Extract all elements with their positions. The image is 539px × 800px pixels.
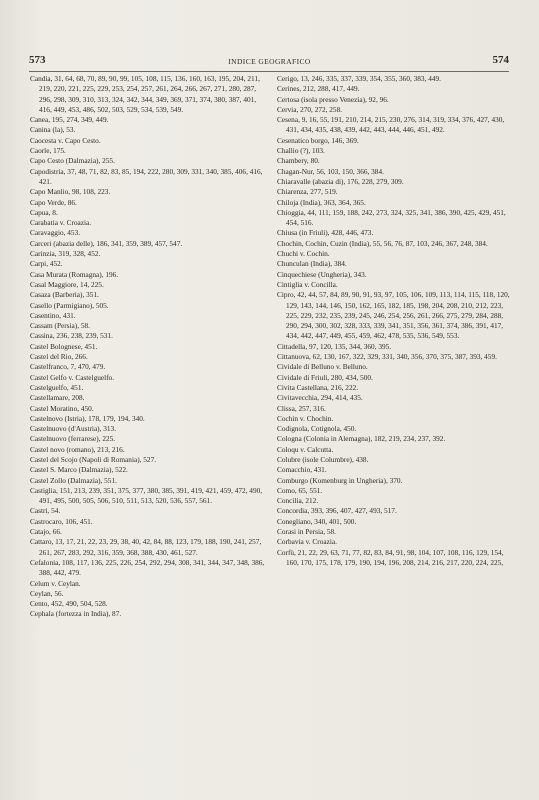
index-entry: Como, 65, 551.: [277, 485, 323, 495]
index-entry: Chioggia, 44, 111, 159, 188, 242, 273, 324, 325, 341, 386, 390, 425, 429, 451, 454, 516.: [277, 207, 506, 228]
index-entry: Chagan-Nur, 56, 103, 150, 366, 384.: [277, 166, 384, 176]
index-entry: Castelfranco, 7, 470, 479.: [30, 362, 106, 372]
index-entry: Capo Cesto (Dalmazia), 255.: [30, 156, 115, 166]
index-entry: Capo Verde, 86.: [30, 197, 77, 207]
index-entry: Carceri (abazia delle), 186, 341, 359, 389, 457, 547.: [30, 238, 183, 248]
index-entry: Castel Zollo (Dalmazia), 551.: [30, 475, 117, 485]
index-entry: Capo Manlio, 98, 108, 223.: [30, 187, 111, 197]
index-entry: Chuchi v. Cochin.: [277, 249, 330, 259]
index-entry: Chiloja (India), 363, 364, 365.: [277, 197, 366, 207]
index-entry: Codignola, Cotignola, 450.: [277, 424, 357, 434]
index-entry: Casaza (Barberia), 351.: [30, 290, 99, 300]
index-entry: Corbavia v. Croazia.: [277, 537, 337, 547]
index-entry: Caravaggio, 453.: [30, 228, 81, 238]
index-entry: Castelguelfo, 451.: [30, 382, 84, 392]
index-entry: Cattaro, 13, 17, 21, 22, 23, 29, 38, 40, 42, 84, 88, 123, 179, 188, 190, 241, 257, 261, 267, 283, 292, 316, 359, 368, 388, 430, 461, 527.: [30, 537, 262, 557]
index-column-right: [277, 74, 515, 568]
index-entry: Comacchio, 431.: [277, 465, 327, 475]
index-entry: Cervia, 270, 272, 258.: [277, 104, 343, 114]
index-entry: Casal Maggiore, 14, 225.: [30, 279, 104, 289]
index-entry: Castri, 54.: [30, 506, 61, 516]
index-entry: Castel del Scojo (Napoli di Romania), 527.: [30, 454, 157, 464]
index-entry: Cochin v. Chochin.: [277, 413, 334, 423]
index-entry: Caocesta v. Capo Cesto.: [30, 135, 101, 145]
index-entry: Chiaravalle (abazia di), 176, 228, 279, 309.: [277, 176, 404, 186]
index-entry: Cento, 452, 490, 504, 528.: [30, 599, 108, 609]
index-entry: Carinzia, 319, 328, 452.: [30, 249, 101, 259]
header-rule: [29, 71, 509, 72]
index-entry: Carpi, 452.: [30, 259, 63, 269]
index-entry: Cividale di Friuli, 280, 434, 500.: [277, 372, 373, 382]
index-entry: Cephala (fortezza in India), 87.: [30, 609, 122, 619]
index-entry: Caorle, 175.: [30, 146, 66, 156]
index-entry: Capua, 8.: [30, 207, 58, 217]
index-entry: Candia, 31, 64, 68, 70, 89, 90, 99, 105, 108, 115, 136, 160, 163, 195, 204, 211, 219, 220, 221, 225, 229, 253, 254, 257, 261, 264, 266, 267, 271, 280, 287, 296, 298, 309, 310, 313, 324, 342, 344, 349, 369, 371, 374, 380, 387, 401, 416, 449, 453, 486, 502, 503, 529, 534, 539, 549.: [30, 74, 260, 114]
index-entry: Cassina, 236, 238, 239, 531.: [30, 331, 113, 341]
index-entry: Castel Moratino, 450.: [30, 403, 94, 413]
index-entry: Castel S. Marco (Dalmazia), 522.: [30, 465, 128, 475]
index-entry: Cologna (Colonia in Alemagna), 182, 219, 234, 237, 392.: [277, 434, 446, 444]
index-entry: Cerines, 212, 288, 417, 449.: [277, 84, 360, 94]
right-page-number: 574: [492, 54, 509, 66]
index-entry: Castelnovo (Istria), 178, 179, 194, 340.: [30, 413, 145, 423]
index-entry: Chiusa (in Friuli), 428, 446, 473.: [277, 228, 374, 238]
index-entry: Cesenatico borgo, 146, 369.: [277, 135, 359, 145]
index-entry: Corasi in Persia, 58.: [277, 527, 336, 537]
index-entry: Canea, 195, 274, 349, 449.: [30, 115, 109, 125]
index-entry: Challio (?), 103.: [277, 146, 325, 156]
index-entry: Cividale di Belluno v. Belluno.: [277, 362, 368, 372]
index-entry: Chiarenza, 277, 519.: [277, 187, 338, 197]
index-entry: Castelnuovo (d'Austria), 313.: [30, 424, 117, 434]
index-entry: Carabatia v. Croazia.: [30, 218, 92, 228]
index-entry: Civita Castellana, 216, 222.: [277, 382, 359, 392]
index-entry: Concilia, 212.: [277, 496, 319, 506]
index-entry: Capodistria, 37, 48, 71, 82, 83, 85, 194, 222, 280, 309, 331, 340, 385, 406, 416, 421.: [30, 166, 263, 186]
index-entry: Cesena, 9, 16, 55, 191, 210, 214, 215, 230, 276, 314, 319, 334, 376, 427, 430, 431, 434, 435, 438, 439, 442, 443, 444, 446, 451, 492.: [277, 115, 505, 135]
index-entry: Cittanuova, 62, 130, 167, 322, 329, 331, 340, 356, 370, 375, 387, 393, 459.: [277, 352, 497, 362]
index-entry: Castel del Rio, 266.: [30, 352, 88, 362]
index-entry: Conegliano, 340, 401, 500.: [277, 516, 357, 526]
index-entry: Castel novo (romano), 213, 216.: [30, 444, 125, 454]
index-entry: Canina (la), 53.: [30, 125, 76, 135]
index-entry: Clissa, 257, 316.: [277, 403, 326, 413]
index-entry: Casentino, 431.: [30, 310, 76, 320]
index-entry: Castelnuovo (ferrarese), 225.: [30, 434, 116, 444]
index-entry: Chambery, 80.: [277, 156, 320, 166]
index-entry: Castellamare, 208.: [30, 393, 85, 403]
index-entry: Corfù, 21, 22, 29, 63, 71, 77, 82, 83, 84, 91, 98, 104, 107, 108, 116, 129, 154, 160, 170, 175, 178, 179, 190, 194, 196, 208, 214, 216, 217, 220, 224, 225,: [277, 547, 504, 567]
index-entry: Concordia, 393, 396, 407, 427, 493, 517.: [277, 506, 397, 516]
index-entry: Civitavecchia, 294, 414, 435.: [277, 393, 363, 403]
index-entry: Cefalonia, 108, 117, 136, 225, 226, 254, 292, 294, 308, 341, 344, 347, 348, 386, 388, 442, 479.: [30, 557, 265, 578]
index-entry: Certosa (isola presso Venezia), 92, 96.: [277, 94, 389, 104]
index-entry: Celum v. Ceylan.: [30, 578, 81, 588]
index-entry: Coloqu v. Calcutta.: [277, 444, 334, 454]
index-entry: Castiglia, 151, 213, 239, 351, 375, 377, 380, 385, 391, 419, 421, 459, 472, 490, 491, 495, 500, 505, 506, 510, 511, 513, 520, 536, 557, 561.: [30, 485, 263, 506]
index-entry: Chunculan (India), 384.: [277, 259, 347, 269]
index-entry: Cassam (Persia), 58.: [30, 321, 90, 331]
index-entry: Casa Murata (Romagna), 196.: [30, 269, 119, 279]
index-entry: Ceylan, 56.: [30, 588, 64, 598]
index-entry: Chochin, Cochin, Cuzin (India), 55, 56, 76, 87, 103, 246, 367, 248, 384.: [277, 238, 488, 248]
index-entry: Catajo, 66.: [30, 527, 62, 537]
index-entry: Cittadella, 97, 120, 135, 344, 360, 395.: [277, 341, 392, 351]
index-column-left: [30, 74, 270, 620]
index-entry: Castel Bolognese, 451.: [30, 341, 98, 351]
index-entry: Comburgo (Komenburg in Ungheria), 370.: [277, 475, 403, 485]
index-entry: Cipro, 42, 44, 57, 84, 89, 90, 91, 93, 97, 105, 106, 109, 113, 114, 115, 118, 120, 129, 143, 144, 146, 150, 162, 165, 182, 185, 198, 204, 208, 210, 212, 223, 225, 229, 232, 235, 239, 245, 246, 254, 256, 261, 266, 275, 279, 284, 288, 290, 294, 300, 302, 328, 333, 339, 341, 351, 356, 361, 374, 386, 391, 417, 434, 442, 447, 449, 455, 459, 462, 478, 535, 536, 549, 553.: [277, 290, 510, 341]
index-entry: Cerigo, 13, 246, 335, 337, 339, 354, 355, 360, 383, 449.: [277, 74, 441, 83]
index-entry: Casello (Parmigiano), 505.: [30, 300, 109, 310]
index-entry: Castel Gelfo v. Castelguelfo.: [30, 372, 115, 382]
index-entry: Castrocaro, 106, 451.: [30, 516, 93, 526]
index-entry: Cintiglia v. Concilla.: [277, 279, 338, 289]
index-entry: Colubre (isole Columbre), 438.: [277, 454, 369, 464]
left-page-number: 573: [29, 54, 46, 66]
running-title: INDICE GEOGRAFICO: [228, 57, 311, 66]
index-entry: Cinquechiese (Ungheria), 343.: [277, 269, 367, 279]
